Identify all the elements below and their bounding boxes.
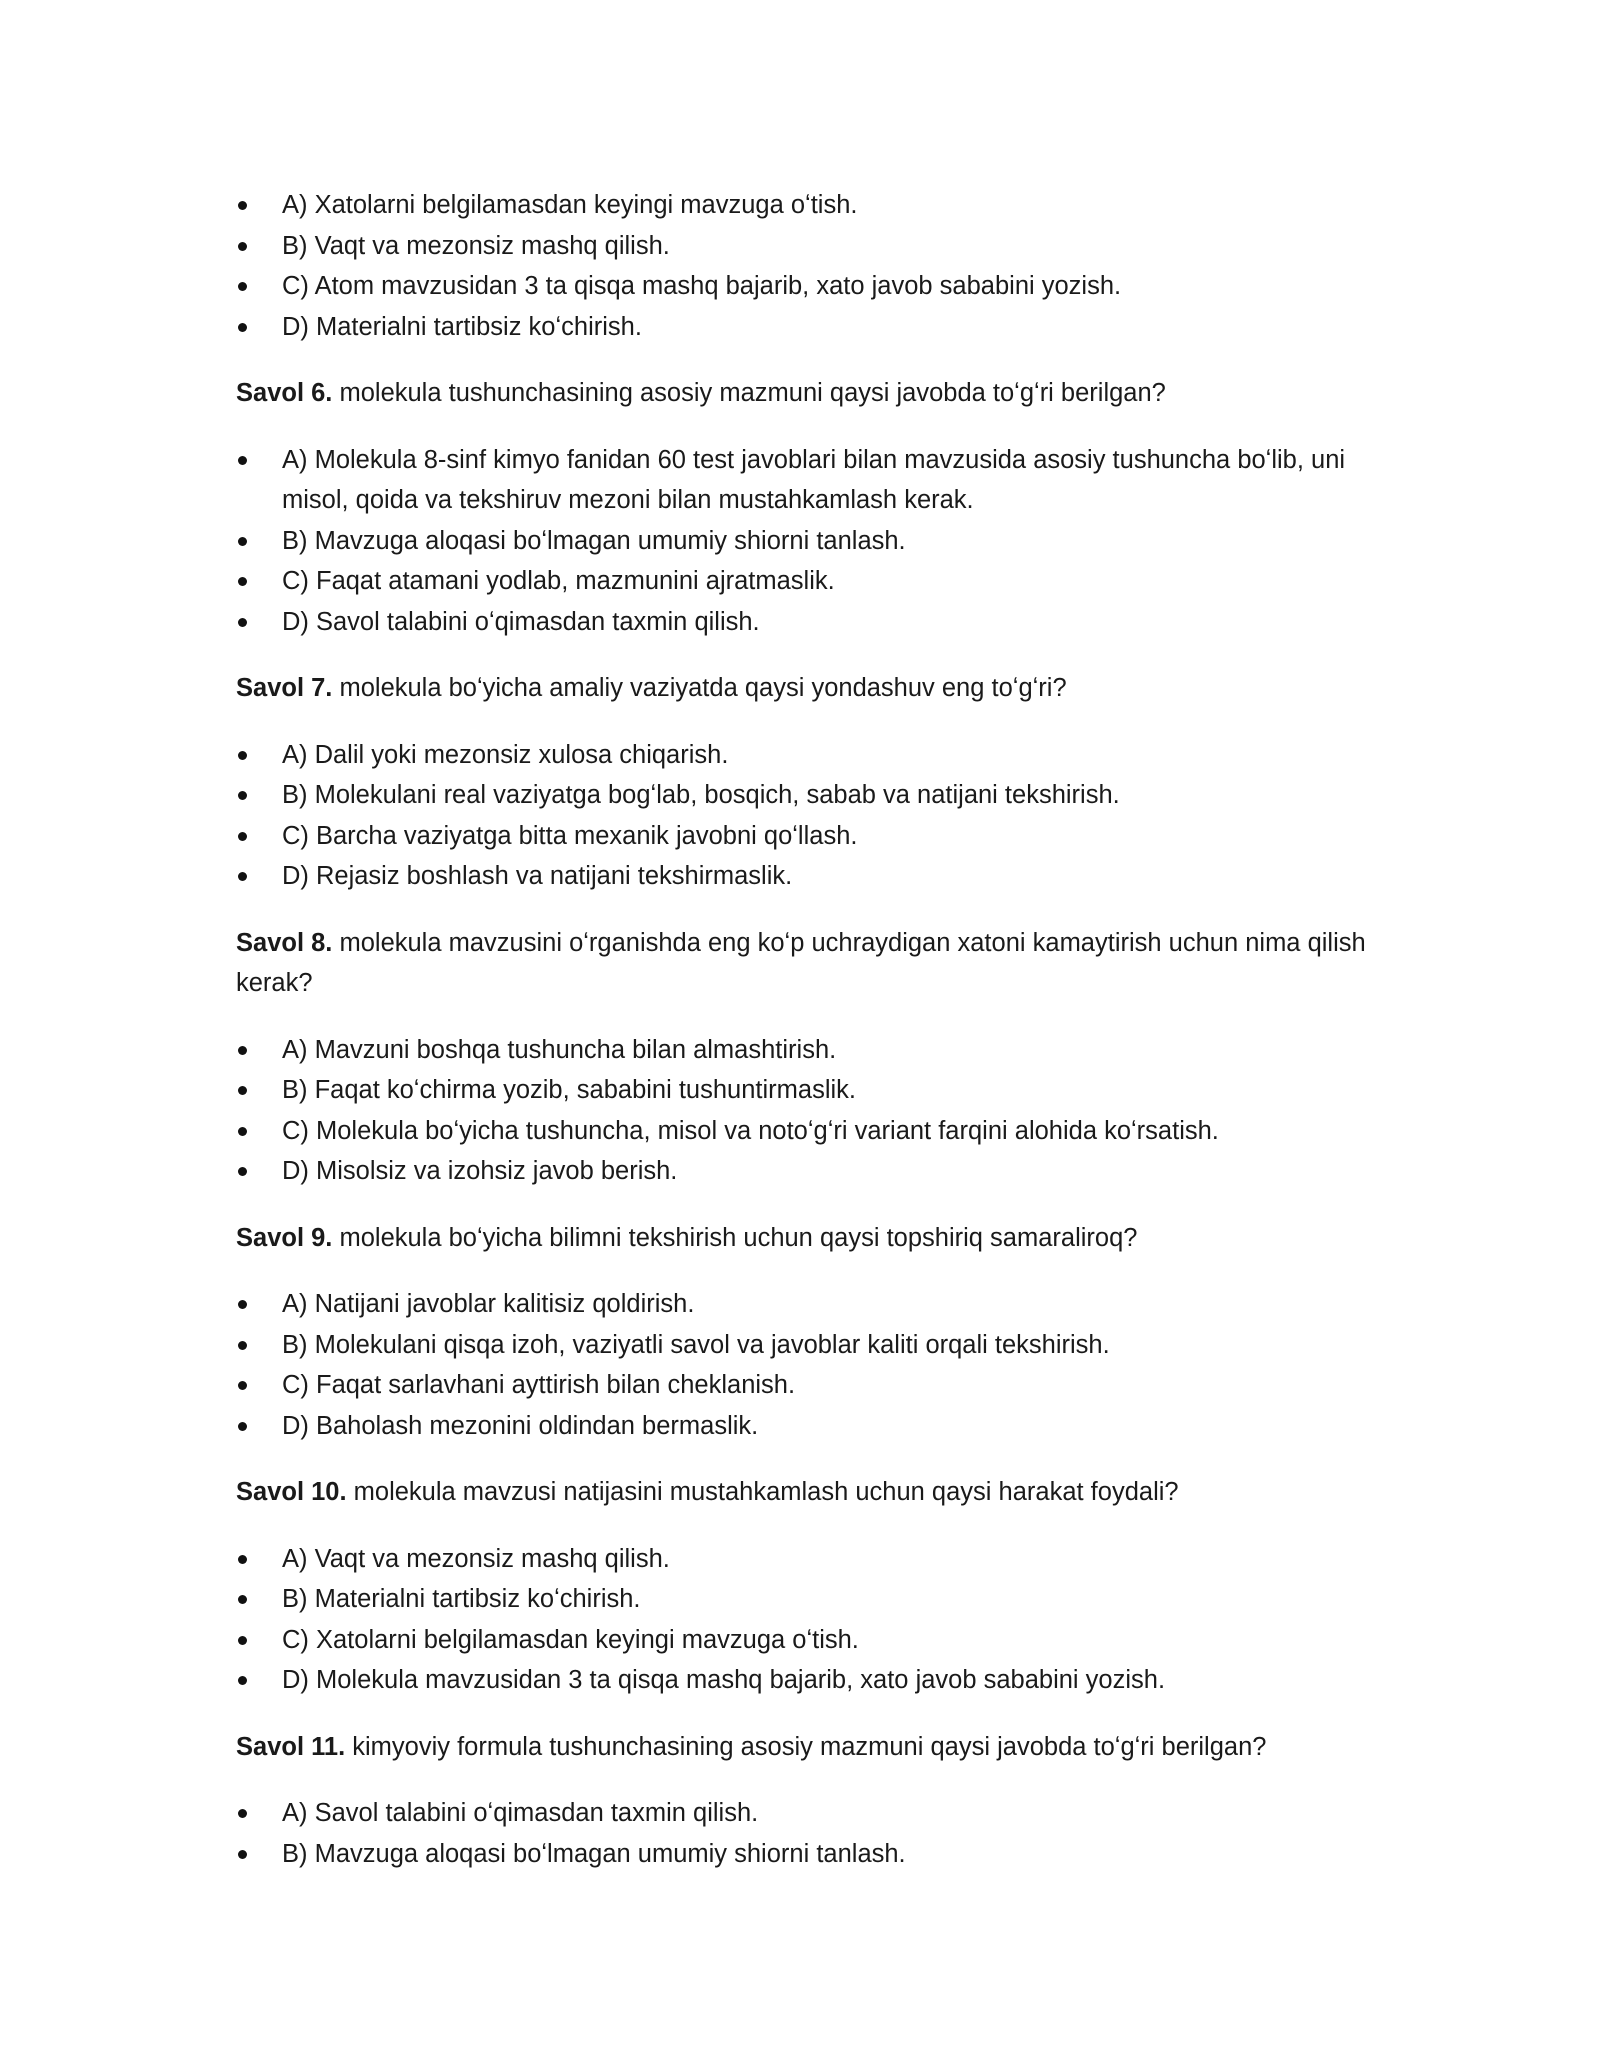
answer-option-text: D) Rejasiz boshlash va natijani tekshirmaslik. [282,862,793,890]
answer-options-list [236,1030,1366,1192]
answer-option-text: B) Faqat koʻchirma yozib, sababini tushuntirmaslik. [282,1076,856,1104]
question-heading [236,923,1366,1004]
bullet-icon [238,1595,247,1604]
bullet-icon [238,201,247,210]
answer-option [236,185,1366,226]
bullet-icon [238,1676,247,1685]
bullet-icon [238,456,247,465]
answer-option [236,561,1366,602]
answer-option [236,775,1366,816]
answer-options-list [236,1539,1366,1701]
answer-option-text: D) Baholash mezonini oldindan bermaslik. [282,1411,759,1440]
answer-option-text: D) Savol talabini oʻqimasdan taxmin qilish. [282,607,760,636]
answer-option-text: C) Molekula boʻyicha tushuncha, misol va notoʻgʻri variant farqini alohida koʻrsatish. [282,1116,1219,1145]
answer-option [236,1365,1366,1406]
bullet-icon [238,577,247,586]
bullet-icon [238,1086,247,1095]
answer-option-text: A) Xatolarni belgilamasdan keyingi mavzuga oʻtish. [282,191,858,219]
bullet-icon [238,1127,247,1136]
answer-option [236,1834,1366,1875]
answer-option [236,602,1366,643]
question-text: molekula tushunchasining asosiy mazmuni qaysi javobda toʻgʻri berilgan? [332,379,1166,407]
question-heading [236,1218,1366,1259]
answer-option [236,307,1366,348]
answer-option-text: B) Mavzuga aloqasi boʻlmagan umumiy shiorni tanlash. [282,526,906,555]
answer-option [236,1030,1366,1071]
answer-options-list [236,735,1366,897]
answer-option-text: A) Vaqt va mezonsiz mashq qilish. [282,1544,670,1573]
answer-option-text: C) Xatolarni belgilamasdan keyingi mavzuga oʻtish. [282,1625,859,1654]
answer-option [236,856,1366,897]
answer-option [236,1793,1366,1834]
answer-option [236,521,1366,562]
bullet-icon [238,872,247,881]
bullet-icon [238,791,247,800]
answer-option [236,1579,1366,1620]
answer-options-list [236,440,1366,643]
bullet-icon [238,1555,247,1564]
question-text: kimyoviy formula tushunchasining asosiy mazmuni qaysi javobda toʻgʻri berilgan? [345,1732,1267,1761]
bullet-icon [238,1300,247,1309]
answer-option [236,1111,1366,1152]
answer-option-text: D) Misolsiz va izohsiz javob berish. [282,1157,678,1185]
question-number: Savol 10. [236,1478,347,1506]
question-number: Savol 11. [236,1732,346,1761]
answer-option [236,1284,1366,1325]
answer-option [236,1325,1366,1366]
question-text: molekula mavzusini oʻrganishda eng koʻp uchraydigan xatoni kamaytirish uchun nima qilish kerak? [236,928,1366,997]
answer-option [236,1070,1366,1111]
answer-option [236,266,1366,307]
bullet-icon [238,1422,247,1431]
question-heading [236,668,1366,709]
answer-option-text: B) Materialni tartibsiz koʻchirish. [282,1585,641,1613]
answer-option [236,1620,1366,1661]
bullet-icon [238,1850,247,1859]
answer-options-list [236,185,1366,347]
bullet-icon [238,832,247,841]
answer-option-text: A) Natijani javoblar kalitisiz qoldirish. [282,1290,695,1318]
answer-option [236,1406,1366,1447]
answer-option [236,1539,1366,1580]
question-text: molekula boʻyicha amaliy vaziyatda qaysi yondashuv eng toʻgʻri? [332,674,1067,702]
question-number: Savol 9. [236,1223,333,1252]
bullet-icon [238,1046,247,1055]
answer-option-text: B) Molekulani real vaziyatga bogʻlab, bosqich, sabab va natijani tekshirish. [282,781,1120,809]
answer-option [236,735,1366,776]
question-heading [236,1472,1366,1513]
answer-option [236,816,1366,857]
question-text: molekula boʻyicha bilimni tekshirish uchun qaysi topshiriq samaraliroq? [332,1223,1138,1252]
question-number: Savol 6. [236,379,333,407]
answer-option [236,1151,1366,1192]
answer-option [236,440,1366,521]
question-number: Savol 7. [236,674,333,702]
answer-option-text: D) Molekula mavzusidan 3 ta qisqa mashq bajarib, xato javob sababini yozish. [282,1666,1166,1694]
answer-option-text: B) Mavzuga aloqasi boʻlmagan umumiy shiorni tanlash. [282,1839,906,1868]
bullet-icon [238,282,247,291]
question-text: molekula mavzusi natijasini mustahkamlash uchun qaysi harakat foydali? [346,1478,1179,1506]
answer-option-text: B) Molekulani qisqa izoh, vaziyatli savol va javoblar kaliti orqali tekshirish. [282,1330,1110,1359]
answer-option-text: C) Barcha vaziyatga bitta mexanik javobni qoʻllash. [282,821,858,850]
bullet-icon [238,751,247,760]
question-number: Savol 8. [236,928,333,957]
bullet-icon [238,618,247,627]
bullet-icon [238,1809,247,1818]
bullet-icon [238,242,247,251]
bullet-icon [238,1381,247,1390]
answer-option-text: C) Faqat sarlavhani ayttirish bilan cheklanish. [282,1371,796,1399]
answer-option-text: C) Atom mavzusidan 3 ta qisqa mashq bajarib, xato javob sababini yozish. [282,272,1122,300]
answer-option-text: B) Vaqt va mezonsiz mashq qilish. [282,231,670,260]
bullet-icon [238,537,247,546]
answer-option-text: D) Materialni tartibsiz koʻchirish. [282,312,642,341]
question-heading [236,373,1366,414]
bullet-icon [238,1341,247,1350]
answer-options-list [236,1284,1366,1446]
answer-option-text: A) Savol talabini oʻqimasdan taxmin qilish. [282,1799,759,1827]
answer-option [236,1660,1366,1701]
answer-options-list [236,1793,1366,1874]
bullet-icon [238,323,247,332]
bullet-icon [238,1167,247,1176]
answer-option-text: A) Dalil yoki mezonsiz xulosa chiqarish. [282,740,729,769]
bullet-icon [238,1636,247,1645]
document-body [236,185,1366,1874]
answer-option-text: A) Molekula 8-sinf kimyo fanidan 60 test javoblari bilan mavzusida asosiy tushuncha boʻlib, uni misol, qoida va tekshiruv mezoni bilan mustahkamlash kerak. [282,445,1346,514]
answer-option [236,226,1366,267]
answer-option-text: C) Faqat atamani yodlab, mazmunini ajratmaslik. [282,567,835,595]
answer-option-text: A) Mavzuni boshqa tushuncha bilan almashtirish. [282,1035,837,1064]
question-heading [236,1727,1366,1768]
